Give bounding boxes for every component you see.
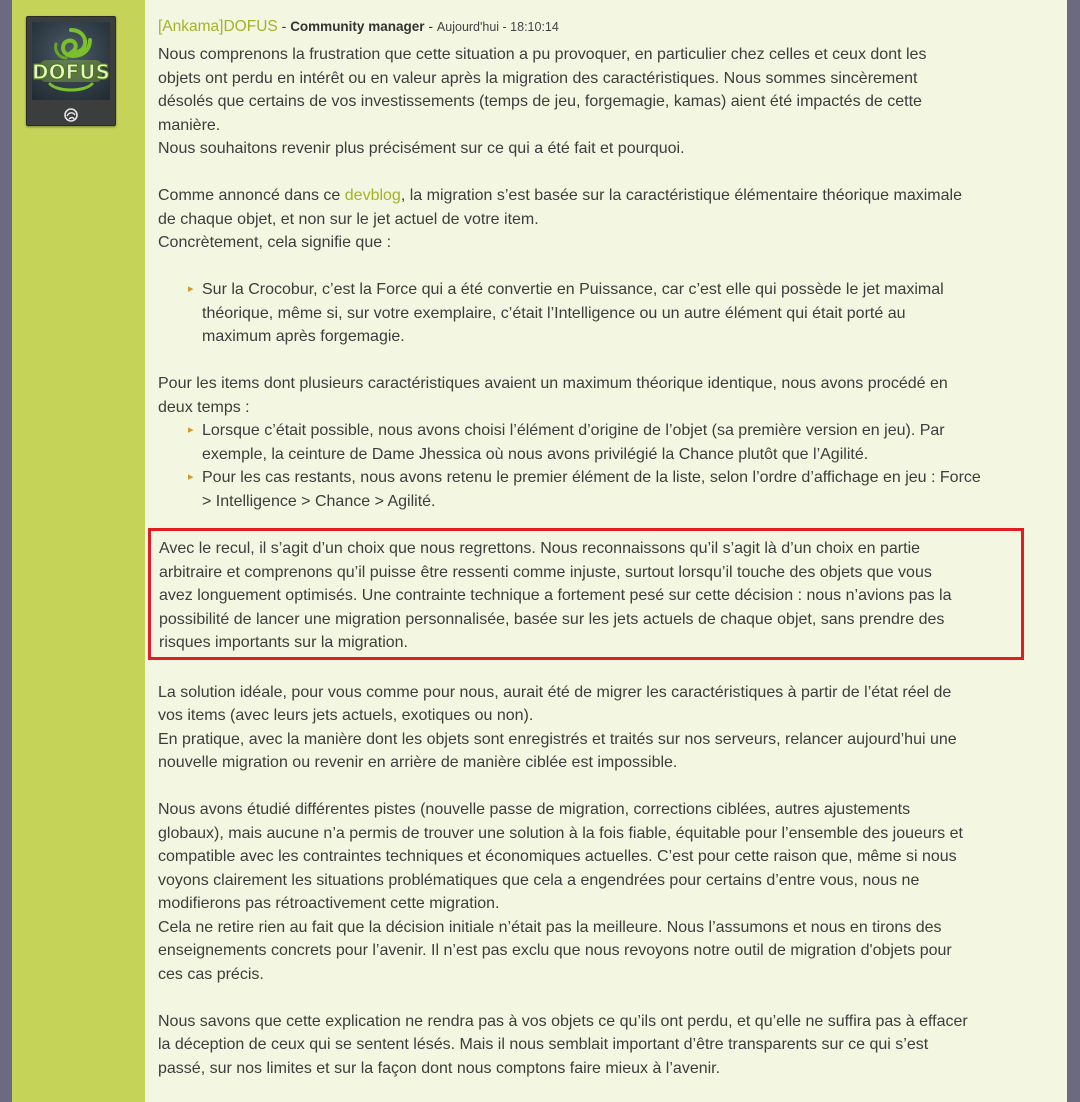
post-content <box>158 14 1018 1080</box>
author-name-link[interactable]: [Ankama]DOFUS <box>158 18 278 35</box>
paragraph: Nous savons que cette explication ne rendra pas à vos objets ce qu’ils ont perdu, et qu’elle ne suffira pas à effacer la déception de ceux qui se sentent lésés. Mais il nous semblait important d’être transparents sur ce qui s’est passé, sur nos limites et sur la façon dont nous comptons faire mieux à l’avenir. <box>158 1012 968 1077</box>
bullet-list <box>158 419 1018 513</box>
post-header <box>158 14 1018 39</box>
devblog-link[interactable]: devblog <box>344 187 401 204</box>
bullet-list <box>158 278 1018 349</box>
header-separator: - <box>277 18 291 34</box>
avatar-logo-text: DOFUS <box>32 60 110 84</box>
highlighted-paragraph: Avec le recul, il s’agit d’un choix que nous regrettons. Nous reconnaissons qu’il s’agit là d’un choix en partie arbitraire et comprenons qu’il puisse être ressenti comme injuste, surtout lorsqu’il touche des objets que vous avez longuement optimisés. Une contrainte technique a fortement pesé sur cette décision : nous n’avions pas la possibilité de lancer une migration personnalisée, basée sur les jets actuels de chaque objet, sans prendre des risques importants sur la migration. <box>148 528 1024 660</box>
list-item: ▸ Sur la Crocobur, c’est la Force qui a été convertie en Puissance, car c’est elle qui possède le jet maximal théorique, même si, sur votre exemplaire, c’était l’Intelligence ou un autre élément qui était porté au maximum après forgemagie. <box>188 278 1018 349</box>
triangle-right-icon: ▸ <box>188 283 194 295</box>
author-role: Community manager <box>290 19 425 34</box>
author-avatar[interactable] <box>26 16 116 126</box>
triangle-right-icon: ▸ <box>188 471 194 483</box>
post-timestamp: Aujourd'hui - 18:10:14 <box>436 20 559 34</box>
paragraph: La solution idéale, pour vous comme pour nous, aurait été de migrer les caractéristiques à partir de l’état réel de vos items (avec leurs jets actuels, exotiques ou non). En pratique, avec la manière dont les objets sont enregistrés et traités sur nos serveurs, relancer aujourd’hui une nouvelle migration ou revenir en arrière de manière ciblée est impossible. <box>158 683 957 771</box>
list-item: ▸ Lorsque c’était possible, nous avons choisi l’élément d’origine de l’objet (sa première version en jeu). Par exemple, la ceinture de Dame Jhessica où nous avons privilégié la Chance plutôt que l’Agilité. <box>188 419 1018 466</box>
triangle-right-icon: ▸ <box>188 424 194 436</box>
paragraph: Nous comprenons la frustration que cette situation a pu provoquer, en particulier chez celles et ceux dont les objets ont perdu en intérêt ou en valeur après la migration des caractéristiques. Nous sommes sincèrement désolés que certains de vos investissements (temps de jeu, forgemagie, kamas) aient été impactés de cette manière. Nous souhaitons revenir plus précisément sur ce qui a été fait et pourquoi. <box>158 46 927 157</box>
avatar-image <box>32 22 110 100</box>
header-separator: - <box>424 18 437 34</box>
list-item: ▸ Pour les cas restants, nous avons retenu le premier élément de la liste, selon l’ordre d’affichage en jeu : Force > Intelligence > Chance > Agilité. <box>188 466 1018 513</box>
dofus-logo-icon <box>32 22 110 100</box>
paragraph: Pour les items dont plusieurs caractéristiques avaient un maximum théorique identique, nous avons procédé en deux temps : <box>158 375 948 416</box>
paragraph: Comme annoncé dans ce devblog, la migration s’est basée sur la caractéristique élémentaire théorique maximale de chaque objet, et non sur le jet actuel de votre item. Concrètement, cela signifie que : <box>158 187 962 251</box>
dofus-emblem-icon <box>27 103 115 125</box>
author-sidebar <box>12 0 145 1102</box>
paragraph: Nous avons étudié différentes pistes (nouvelle passe de migration, corrections ciblées, autres ajustements globaux), mais aucune n’a permis de trouver une solution à la fois fiable, équitable pour l’ensemble des joueurs et compatible avec les contraintes techniques et économiques actuelles. C’est pour cette raison que, même si nous voyons clairement les situations problématiques que cela a engendrées pour certains d’entre vous, nous ne modifierons pas rétroactivement cette migration. Cela ne retire rien au fait que la décision initiale n’était pas la meilleure. Nous l’assumons et nous en tirons des enseignements concrets pour l’avenir. Il n’est pas exclu que nous revoyons notre outil de migration d'objets pour ces cas précis. <box>158 801 963 983</box>
forum-post <box>12 0 1067 1102</box>
